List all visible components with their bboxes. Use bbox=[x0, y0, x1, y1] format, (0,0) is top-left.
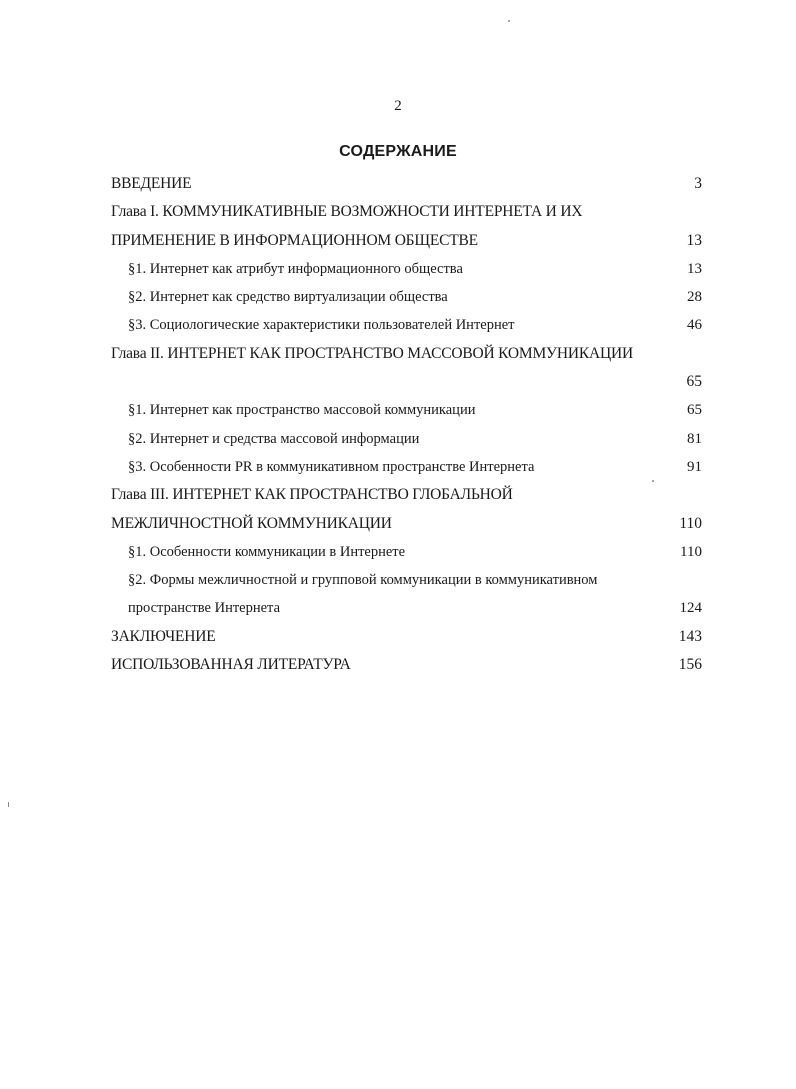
toc-entry-section[interactable] bbox=[111, 396, 702, 424]
toc-entry-page: 81 bbox=[687, 430, 702, 447]
toc-entry-page: 110 bbox=[680, 543, 702, 560]
toc-entry-page: 46 bbox=[687, 317, 702, 334]
toc-entry-text: §2. Интернет и средства массовой информации bbox=[128, 430, 420, 447]
toc-entry-text: §3. Особенности PR в коммуникативном пространстве Интернета bbox=[128, 458, 535, 475]
toc-entry-text: §1. Интернет как пространство массовой коммуникации bbox=[128, 402, 476, 419]
toc-entry-chapter-2[interactable] bbox=[111, 340, 702, 368]
toc-entry-section[interactable] bbox=[111, 566, 702, 594]
toc-entry-page: 156 bbox=[678, 656, 702, 674]
toc-entry-text: Глава II. ИНТЕРНЕТ КАК ПРОСТРАНСТВО МАССОВОЙ КОММУНИКАЦИИ bbox=[111, 344, 633, 362]
toc-entry-text: МЕЖЛИЧНОСТНОЙ КОММУНИКАЦИИ bbox=[111, 514, 392, 532]
toc-entry-text: Глава III. ИНТЕРНЕТ КАК ПРОСТРАНСТВО ГЛОБАЛЬНОЙ bbox=[111, 486, 513, 504]
toc-entry-text: пространстве Интернета bbox=[128, 600, 281, 617]
toc-entry-page: 13 bbox=[686, 231, 702, 249]
toc-entry-chapter-1[interactable] bbox=[111, 198, 702, 226]
toc-entry-page: 143 bbox=[678, 627, 702, 645]
scan-speck bbox=[508, 20, 510, 22]
toc-entry-section-cont[interactable] bbox=[111, 594, 702, 622]
toc-entry-text: §1. Особенности коммуникации в Интернете bbox=[128, 543, 406, 560]
toc-entry-introduction[interactable] bbox=[111, 170, 702, 198]
scan-speck bbox=[652, 480, 654, 482]
scan-speck bbox=[8, 802, 9, 807]
toc-entry-page: 91 bbox=[687, 458, 702, 475]
toc-entry-text: Глава I. КОММУНИКАТИВНЫЕ ВОЗМОЖНОСТИ ИНТЕРНЕТА И ИХ bbox=[111, 203, 583, 221]
toc-entry-section[interactable] bbox=[111, 283, 702, 311]
toc-entry-page: 124 bbox=[679, 600, 702, 617]
toc-entry-text: ЗАКЛЮЧЕНИЕ bbox=[111, 627, 216, 645]
toc-entry-bibliography[interactable] bbox=[111, 651, 702, 679]
toc-entry-page: 110 bbox=[679, 514, 702, 532]
toc-entry-conclusion[interactable] bbox=[111, 623, 702, 651]
toc-entry-text: §3. Социологические характеристики пользователей Интернет bbox=[128, 317, 515, 334]
page-title: СОДЕРЖАНИЕ bbox=[339, 143, 457, 160]
table-of-contents bbox=[111, 170, 702, 679]
toc-entry-text: ПРИМЕНЕНИЕ В ИНФОРМАЦИОННОМ ОБЩЕСТВЕ bbox=[111, 231, 478, 249]
toc-entry-text: ИСПОЛЬЗОВАННАЯ ЛИТЕРАТУРА bbox=[111, 656, 351, 674]
toc-entry-page: 28 bbox=[687, 289, 702, 306]
toc-entry-section[interactable] bbox=[111, 311, 702, 339]
toc-entry-text: §1. Интернет как атрибут информационного общества bbox=[128, 260, 463, 277]
toc-entry-section[interactable] bbox=[111, 453, 702, 481]
toc-entry-chapter-1-cont[interactable] bbox=[111, 227, 702, 255]
toc-entry-text: §2. Интернет как средство виртуализации общества bbox=[128, 289, 448, 306]
page-number: 2 bbox=[394, 98, 402, 114]
toc-entry-text: §2. Формы межличностной и групповой коммуникации в коммуникативном bbox=[128, 572, 598, 589]
toc-entry-page: 3 bbox=[694, 175, 702, 192]
toc-entry-page: 65 bbox=[686, 373, 702, 391]
toc-entry-chapter-2-cont[interactable] bbox=[111, 368, 702, 396]
toc-entry-page: 13 bbox=[687, 260, 702, 277]
toc-entry-page: 65 bbox=[687, 402, 702, 419]
toc-entry-chapter-3[interactable] bbox=[111, 481, 702, 509]
toc-entry-text: ВВЕДЕНИЕ bbox=[111, 175, 192, 192]
toc-entry-section[interactable] bbox=[111, 425, 702, 453]
toc-entry-chapter-3-cont[interactable] bbox=[111, 510, 702, 538]
toc-entry-section[interactable] bbox=[111, 255, 702, 283]
toc-entry-section[interactable] bbox=[111, 538, 702, 566]
